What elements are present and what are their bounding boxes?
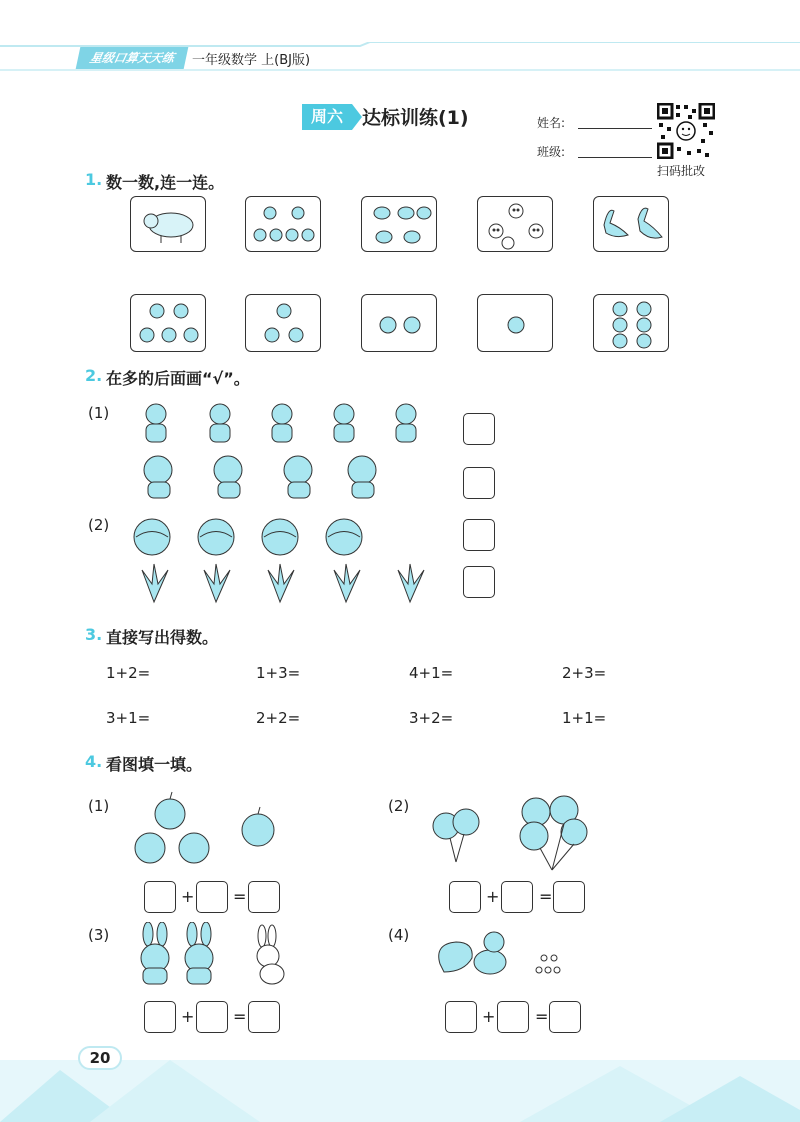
- answer-box[interactable]: [501, 881, 533, 913]
- page-number: 20: [78, 1046, 122, 1070]
- q2-number: 2.: [85, 366, 103, 385]
- apples-icon: [362, 295, 438, 353]
- q4-text: 看图填一填。: [106, 755, 203, 774]
- expression: 2+3=: [562, 664, 607, 682]
- qr-code-icon[interactable]: [657, 103, 715, 159]
- day-tag: 周六: [302, 104, 352, 130]
- birds-icon: [362, 197, 438, 253]
- card-apples-6[interactable]: [593, 294, 669, 352]
- card-sheep[interactable]: [130, 196, 206, 252]
- card-swans[interactable]: [593, 196, 669, 252]
- answer-box[interactable]: [196, 1001, 228, 1033]
- q1-text: 数一数,连一连。: [106, 173, 225, 192]
- answer-box[interactable]: [144, 881, 176, 913]
- apples-illustration: [130, 790, 280, 870]
- expression: 3+2=: [409, 709, 454, 727]
- q1-number: 1.: [85, 170, 103, 189]
- plants-row: [130, 562, 440, 606]
- card-apples-1[interactable]: [477, 294, 553, 352]
- cats-icon: [246, 197, 322, 253]
- expression: 2+2=: [256, 709, 301, 727]
- apple-icon: [478, 295, 554, 353]
- squirrel-illustration: [434, 924, 584, 984]
- check-box-cats[interactable]: [463, 413, 495, 445]
- expression: 3+1=: [106, 709, 151, 727]
- header-subtitle: 一年级数学 上(BJ版): [192, 53, 311, 68]
- expression: 1+3=: [256, 664, 301, 682]
- check-box-lions[interactable]: [463, 467, 495, 499]
- answer-box[interactable]: [549, 1001, 581, 1033]
- q4-part1-label: (1): [88, 797, 110, 815]
- card-pandas[interactable]: [477, 196, 553, 252]
- card-apples-5[interactable]: [130, 294, 206, 352]
- qr-caption: 扫码批改: [657, 164, 706, 178]
- check-box-plants[interactable]: [463, 566, 495, 598]
- expression: 4+1=: [409, 664, 454, 682]
- name-label: 姓名:: [537, 116, 566, 130]
- q4-part4-label: (4): [388, 926, 410, 944]
- q3-text: 直接写出得数。: [106, 628, 219, 647]
- q4-part2-label: (2): [388, 797, 410, 815]
- equals-sign: =: [539, 887, 553, 906]
- answer-box[interactable]: [248, 881, 280, 913]
- apples-icon: [594, 295, 670, 353]
- header-brand: 星级口算天天练: [76, 47, 189, 69]
- equals-sign: =: [535, 1007, 549, 1026]
- answer-box[interactable]: [445, 1001, 477, 1033]
- answer-box[interactable]: [449, 881, 481, 913]
- apples-icon: [246, 295, 322, 353]
- equals-sign: =: [233, 1007, 247, 1026]
- plus-sign: +: [482, 1007, 496, 1026]
- plus-sign: +: [181, 887, 195, 906]
- swans-icon: [594, 197, 670, 253]
- q4-part3-label: (3): [88, 926, 110, 944]
- q2-text: 在多的后面画“√”。: [106, 369, 250, 388]
- rabbits-illustration: [130, 922, 300, 988]
- apples-icon: [131, 295, 207, 353]
- page-title: 达标训练(1): [362, 107, 469, 129]
- q3-number: 3.: [85, 625, 103, 644]
- answer-box[interactable]: [144, 1001, 176, 1033]
- lions-row: [130, 450, 390, 502]
- cats-row: [130, 398, 430, 448]
- q2-part1-label: (1): [88, 404, 110, 422]
- sheep-icon: [131, 197, 207, 253]
- answer-box[interactable]: [553, 881, 585, 913]
- class-field[interactable]: [578, 157, 652, 158]
- card-apples-3[interactable]: [245, 294, 321, 352]
- plus-sign: +: [486, 887, 500, 906]
- balls-row: [130, 516, 380, 560]
- answer-box[interactable]: [196, 881, 228, 913]
- answer-box[interactable]: [248, 1001, 280, 1033]
- q2-part2-label: (2): [88, 516, 110, 534]
- expression: 1+1=: [562, 709, 607, 727]
- pandas-icon: [478, 197, 554, 253]
- plus-sign: +: [181, 1007, 195, 1026]
- class-label: 班级:: [537, 145, 566, 159]
- expression: 1+2=: [106, 664, 151, 682]
- card-cats[interactable]: [245, 196, 321, 252]
- name-field[interactable]: [578, 128, 652, 129]
- card-apples-2[interactable]: [361, 294, 437, 352]
- balloons-illustration: [430, 792, 590, 872]
- equals-sign: =: [233, 887, 247, 906]
- q4-number: 4.: [85, 752, 103, 771]
- check-box-balls[interactable]: [463, 519, 495, 551]
- card-birds[interactable]: [361, 196, 437, 252]
- answer-box[interactable]: [497, 1001, 529, 1033]
